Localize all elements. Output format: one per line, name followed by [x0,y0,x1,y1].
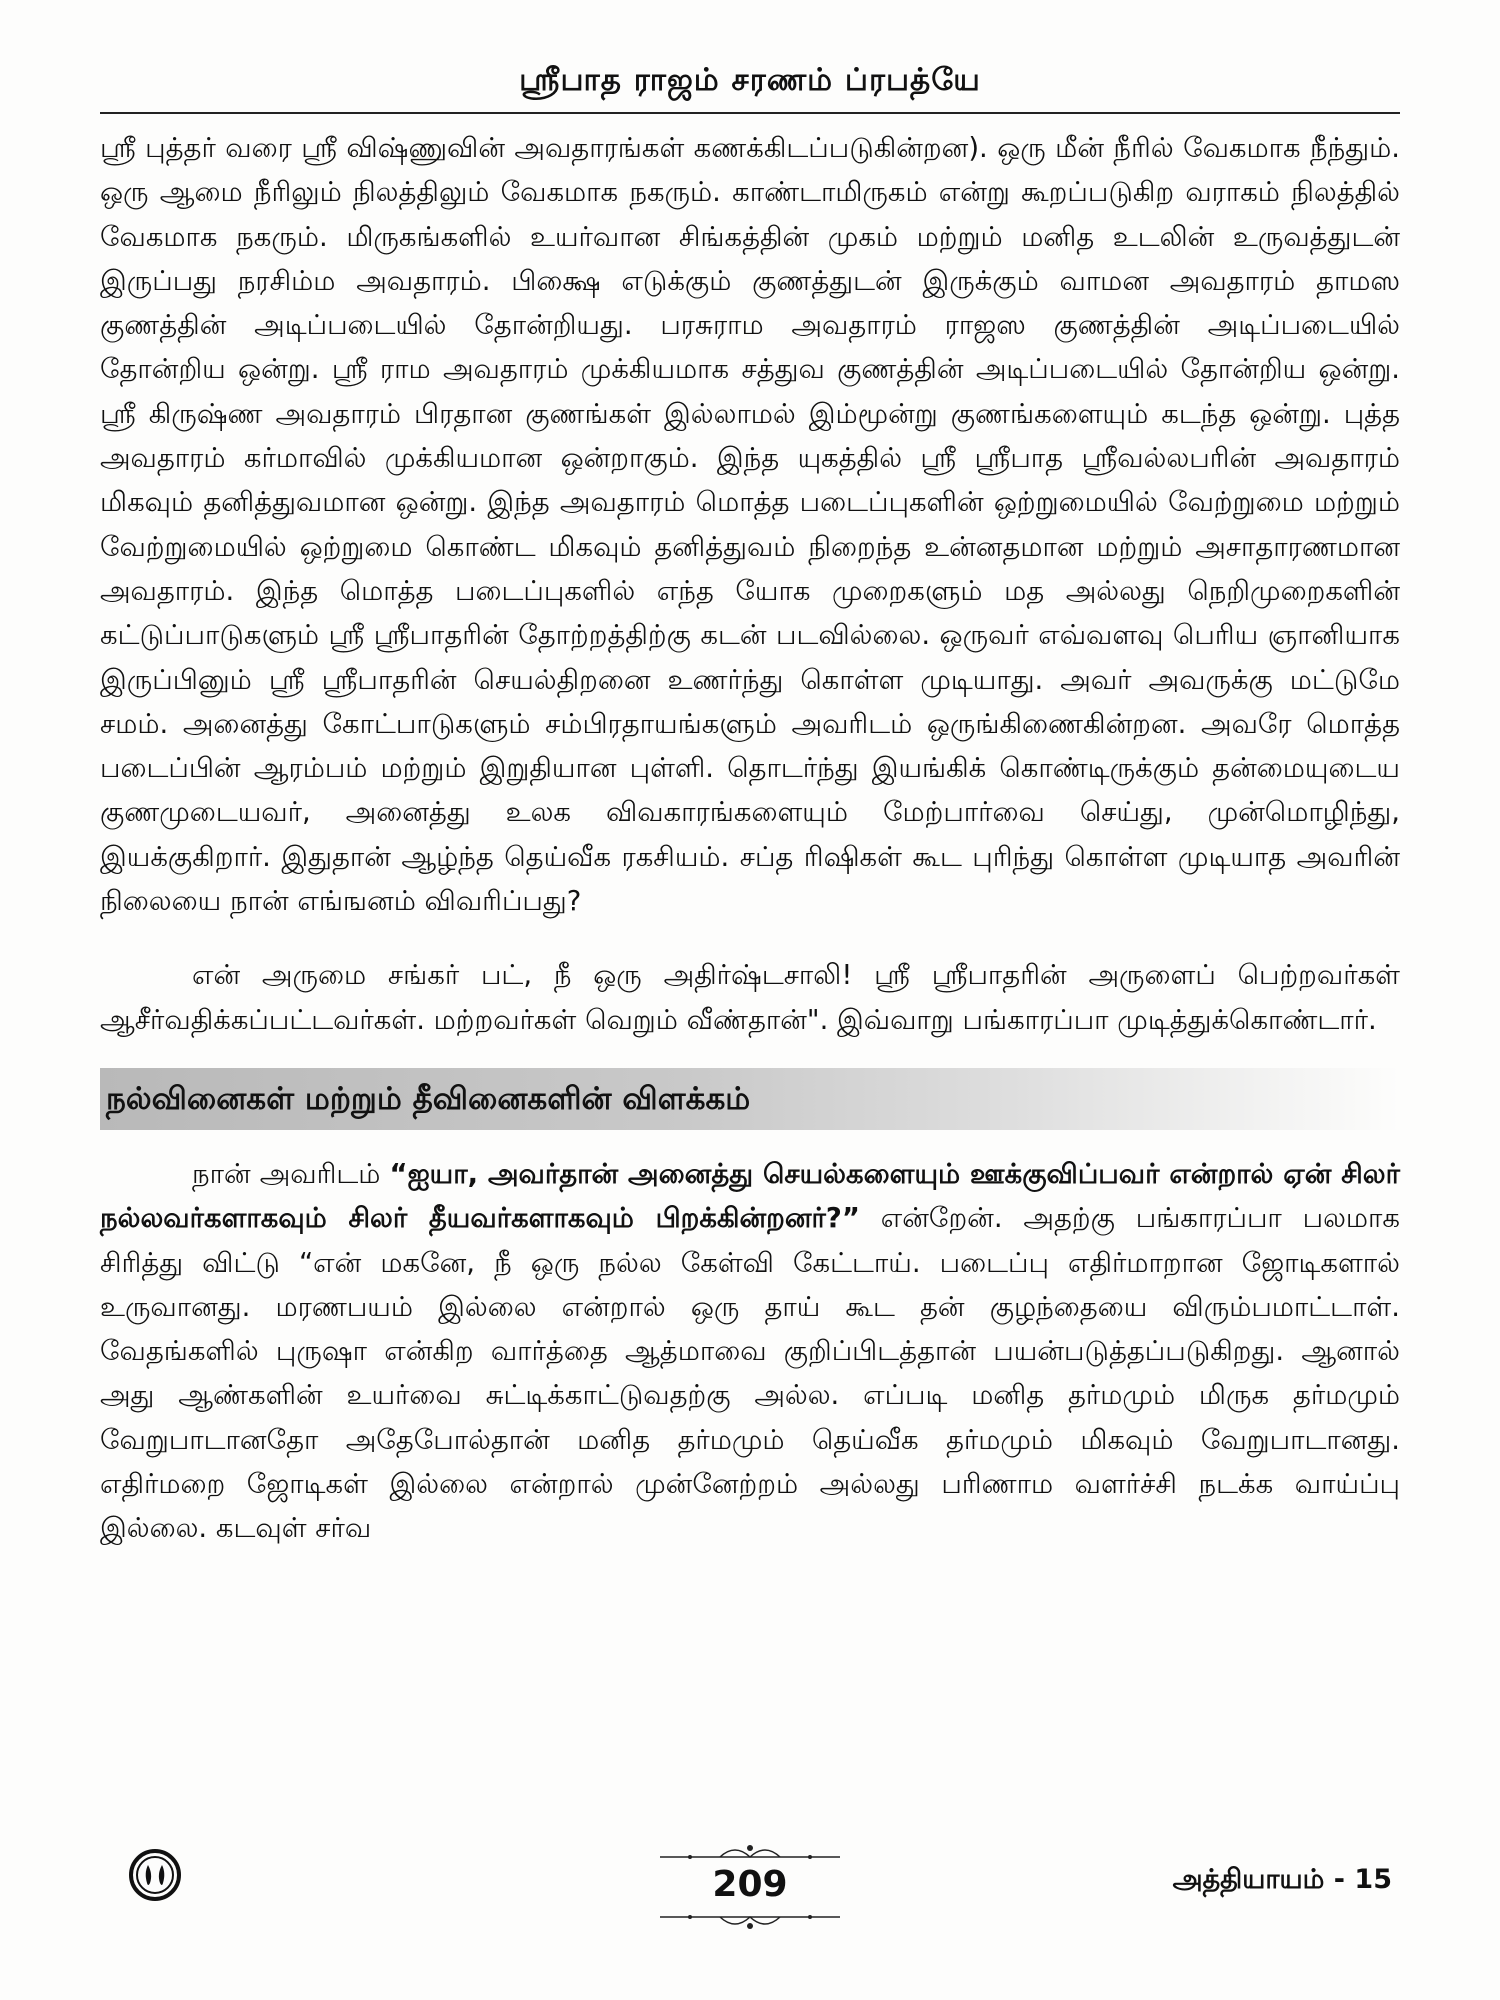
paragraph-blessed: என் அருமை சங்கர் பட், நீ ஒரு அதிர்ஷ்டசாலி! ஸ்ரீ ஸ்ரீபாதரின் அருளைப் பெற்றவர்கள் ஆசீர்வதிக்கப்பட்டவர்கள். மற்றவர்கள் வெறும் வீண்தான்". இவ்வாறு பங்காரப்பா முடித்துக்கொண்டார். [100,959,1400,1036]
ornament-bottom-icon [650,1912,850,1934]
section-heading: நல்வினைகள் மற்றும் தீவினைகளின் விளக்கம் [100,1068,1400,1130]
page-footer [100,1840,1400,1940]
page-number: 209 [712,1864,788,1905]
running-header: ஸ்ரீபாத ராஜம் சரணம் ப்ரபத்யே [519,62,981,98]
header-rule [100,112,1400,114]
paragraph-gap [100,923,1400,953]
body-text [100,126,1400,1551]
paragraph-good-and-evil [100,1152,1400,1551]
question-bold: “ஐயா, அவர்தான் அனைத்து செயல்களையும் ஊக்குவிப்பவர் என்றால் ஏன் சிலர் நல்லவர்களாகவும் சிலர் தீயவர்களாகவும் பிறக்கின்றனர்?” [100,1157,1400,1235]
page-number-block [620,1840,880,1940]
chapter-label: அத்தியாயம் - 15 [1172,1864,1392,1895]
answer-text: என்றேன். அதற்கு பங்காரப்பா பலமாக சிரித்து விட்டு “என் மகனே, நீ ஒரு நல்ல கேள்வி கேட்டாய். படைப்பு எதிர்மாறான ஜோடிகளால் உருவானது. மரணபயம் இல்லை என்றால் ஒரு தாய் கூட தன் குழந்தையை விரும்பமாட்டாள். வேதங்களில் புருஷா என்கிற வார்த்தை ஆத்மாவை குறிப்பிடத்தான் பயன்படுத்தப்படுகிறது. ஆனால் அது ஆண்களின் உயர்வை சுட்டிக்காட்டுவதற்கு அல்ல. எப்படி மனித தர்மமும் மிருக தர்மமும் வேறுபாடானதோ அதேபோல்தான் மனித தர்மமும் தெய்வீக தர்மமும் மிகவும் வேறுபாடானது. எதிர்மறை ஜோடிகள் இல்லை என்றால் முன்னேற்றம் அல்லது பரிணாம வளர்ச்சி நடக்க வாய்ப்பு இல்லை. கடவுள் சர்வ [100,1202,1401,1545]
ornament-top-icon [650,1840,850,1862]
paragraph-avatars: ஸ்ரீ புத்தர் வரை ஸ்ரீ விஷ்ணுவின் அவதாரங்கள் கணக்கிடப்படுகின்றன). ஒரு மீன் நீரில் வேகமாக நீந்தும். ஒரு ஆமை நீரிலும் நிலத்திலும் வேகமாக நகரும். காண்டாமிருகம் என்று கூறப்படுகிற வராகம் நிலத்தில் வேகமாக நகரும். மிருகங்களில் உயர்வான சிங்கத்தின் முகம் மற்றும் மனித உடலின் உருவத்துடன் இருப்பது நரசிம்ம அவதாரம். பிக்ஷை எடுக்கும் குணத்துடன் இருக்கும் வாமன அவதாரம் தாமஸ குணத்தின் அடிப்படையில் தோன்றியது. பரசுராம அவதாரம் ராஜஸ குணத்தின் அடிப்படையில் தோன்றிய ஒன்று. ஸ்ரீ ராம அவதாரம் முக்கியமாக சத்துவ குணத்தின் அடிப்படையில் தோன்றிய ஒன்று. ஸ்ரீ கிருஷ்ண அவதாரம் பிரதான குணங்கள் இல்லாமல் இம்மூன்று குணங்களையும் கடந்த ஒன்று. புத்த அவதாரம் கர்மாவில் முக்கியமான ஒன்றாகும். இந்த யுகத்தில் ஸ்ரீ ஸ்ரீபாத ஸ்ரீவல்லபரின் அவதாரம் மிகவும் தனித்துவமான ஒன்று. இந்த அவதாரம் மொத்த படைப்புகளின் ஒற்றுமையில் வேற்றுமை மற்றும் வேற்றுமையில் ஒற்றுமை கொண்ட மிகவும் தனித்துவம் நிறைந்த உன்னதமான மற்றும் அசாதாரணமான அவதாரம். இந்த மொத்த படைப்புகளில் எந்த யோக முறைகளும் மத அல்லது நெறிமுறைகளின் கட்டுப்பாடுகளும் ஸ்ரீ ஸ்ரீபாதரின் தோற்றத்திற்கு கடன் படவில்லை. ஒருவர் எவ்வளவு பெரிய ஞானியாக இருப்பினும் ஸ்ரீ ஸ்ரீபாதரின் செயல்திறனை உணர்ந்து கொள்ள முடியாது. அவர் அவருக்கு மட்டுமே சமம். அனைத்து கோட்பாடுகளும் சம்பிரதாயங்களும் அவரிடம் ஒருங்கிணைகின்றன. அவரே மொத்த படைப்பின் ஆரம்பம் மற்றும் இறுதியான புள்ளி. தொடர்ந்து இயங்கிக் கொண்டிருக்கும் தன்மையுடைய குணமுடையவர், அனைத்து உலக விவகாரங்களையும் மேற்பார்வை செய்து, முன்மொழிந்து, இயக்குகிறார். இதுதான் ஆழ்ந்த தெய்வீக ரகசியம். சப்த ரிஷிகள் கூட புரிந்து கொள்ள முடியாத அவரின் நிலையை நான் எங்ஙனம் விவரிப்பது? [100,132,1400,918]
question-lead: நான் அவரிடம் [192,1157,390,1190]
emblem-footprints-icon [128,1848,182,1902]
